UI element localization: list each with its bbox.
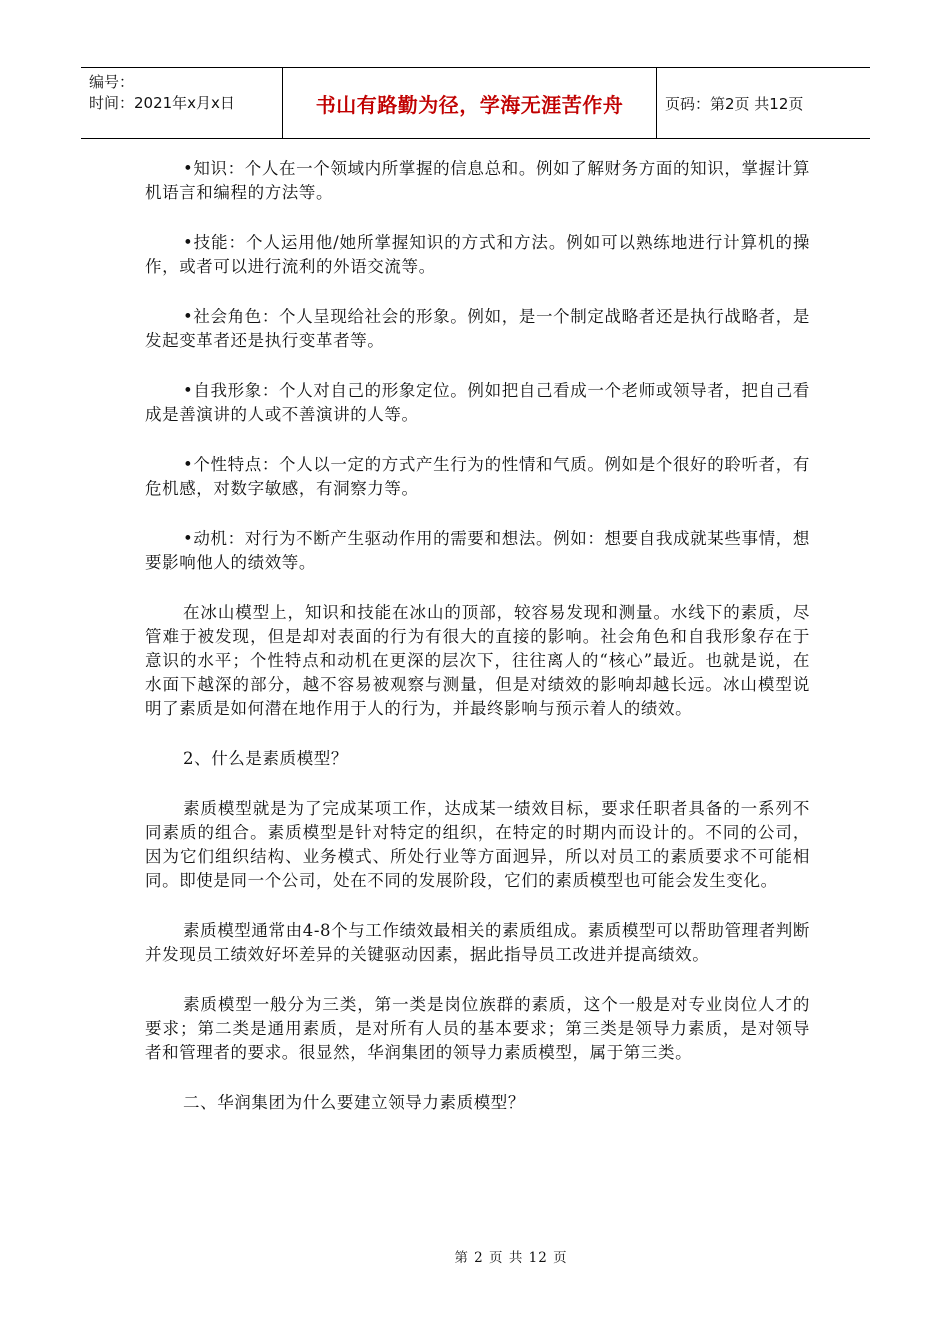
section-heading-competency-model: 2、什么是素质模型？ — [183, 749, 348, 768]
paragraph-social-role: •社会角色：个人呈现给社会的形象。例如，是一个制定战略者还是执行战略者，是发起变革者还是执行变革者等。 — [145, 307, 810, 350]
time-label: 时间：2021年x月x日 — [89, 94, 235, 112]
document-header — [81, 67, 870, 139]
paragraph-competency-definition: 素质模型就是为了完成某项工作，达成某一绩效目标，要求任职者具备的一系列不同素质的组合。素质模型是针对特定的组织，在特定的时期内而设计的。不同的公司，因为它们组织结构、业务模式、所处行业等方面迥异，所以对员工的素质要求不可能相同。即使是同一个公司，处在不同的发展阶段，它们的素质模型也可能会发生变化。 — [145, 799, 810, 890]
page-number-cell — [657, 68, 870, 138]
footer-page-number: 第 2 页 共 12 页 — [454, 1250, 568, 1266]
document-body — [145, 157, 810, 1141]
paragraph-competency-types: 素质模型一般分为三类，第一类是岗位族群的素质，这个一般是对专业岗位人才的要求；第二类是通用素质，是对所有人员的基本要求；第三类是领导力素质，是对领导者和管理者的要求。很显然，华润集团的领导力素质模型，属于第三类。 — [145, 995, 810, 1062]
motto-cell — [283, 68, 657, 138]
page-footer — [0, 1246, 950, 1266]
section-heading-why-leadership-model: 二、华润集团为什么要建立领导力素质模型？ — [183, 1093, 525, 1112]
motto-text: 书山有路勤为径，学海无涯苦作舟 — [315, 92, 624, 117]
paragraph-self-image: •自我形象：个人对自己的形象定位。例如把自己看成一个老师或领导者，把自己看成是善演讲的人或不善演讲的人等。 — [145, 381, 810, 424]
paragraph-iceberg-model: 在冰山模型上，知识和技能在冰山的顶部，较容易发现和测量。水线下的素质，尽管难于被发现，但是却对表面的行为有很大的直接的影响。社会角色和自我形象存在于意识的水平；个性特点和动机在更深的层次下，往往离人的“核心”最近。也就是说，在水面下越深的部分，越不容易被观察与测量，但是对绩效的影响却越长远。冰山模型说明了素质是如何潜在地作用于人的行为，并最终影响与预示着人的绩效。 — [145, 603, 810, 718]
paragraph-competency-composition: 素质模型通常由4-8个与工作绩效最相关的素质组成。素质模型可以帮助管理者判断并发现员工绩效好坏差异的关键驱动因素，据此指导员工改进并提高绩效。 — [145, 921, 810, 964]
page-number-label: 页码：第2页 共12页 — [665, 94, 804, 113]
paragraph-skills: •技能：个人运用他/她所掌握知识的方式和方法。例如可以熟练地进行计算机的操作，或者可以进行流利的外语交流等。 — [145, 233, 810, 276]
paragraph-motivation: •动机：对行为不断产生驱动作用的需要和想法。例如：想要自我成就某些事情，想要影响他人的绩效等。 — [145, 529, 810, 572]
paragraph-knowledge: •知识：个人在一个领域内所掌握的信息总和。例如了解财务方面的知识，掌握计算机语言和编程的方法等。 — [145, 159, 810, 202]
number-label: 编号： — [89, 73, 135, 91]
paragraph-traits: •个性特点：个人以一定的方式产生行为的性情和气质。例如是个很好的聆听者，有危机感，对数字敏感，有洞察力等。 — [145, 455, 810, 498]
header-meta-cell — [81, 68, 283, 138]
